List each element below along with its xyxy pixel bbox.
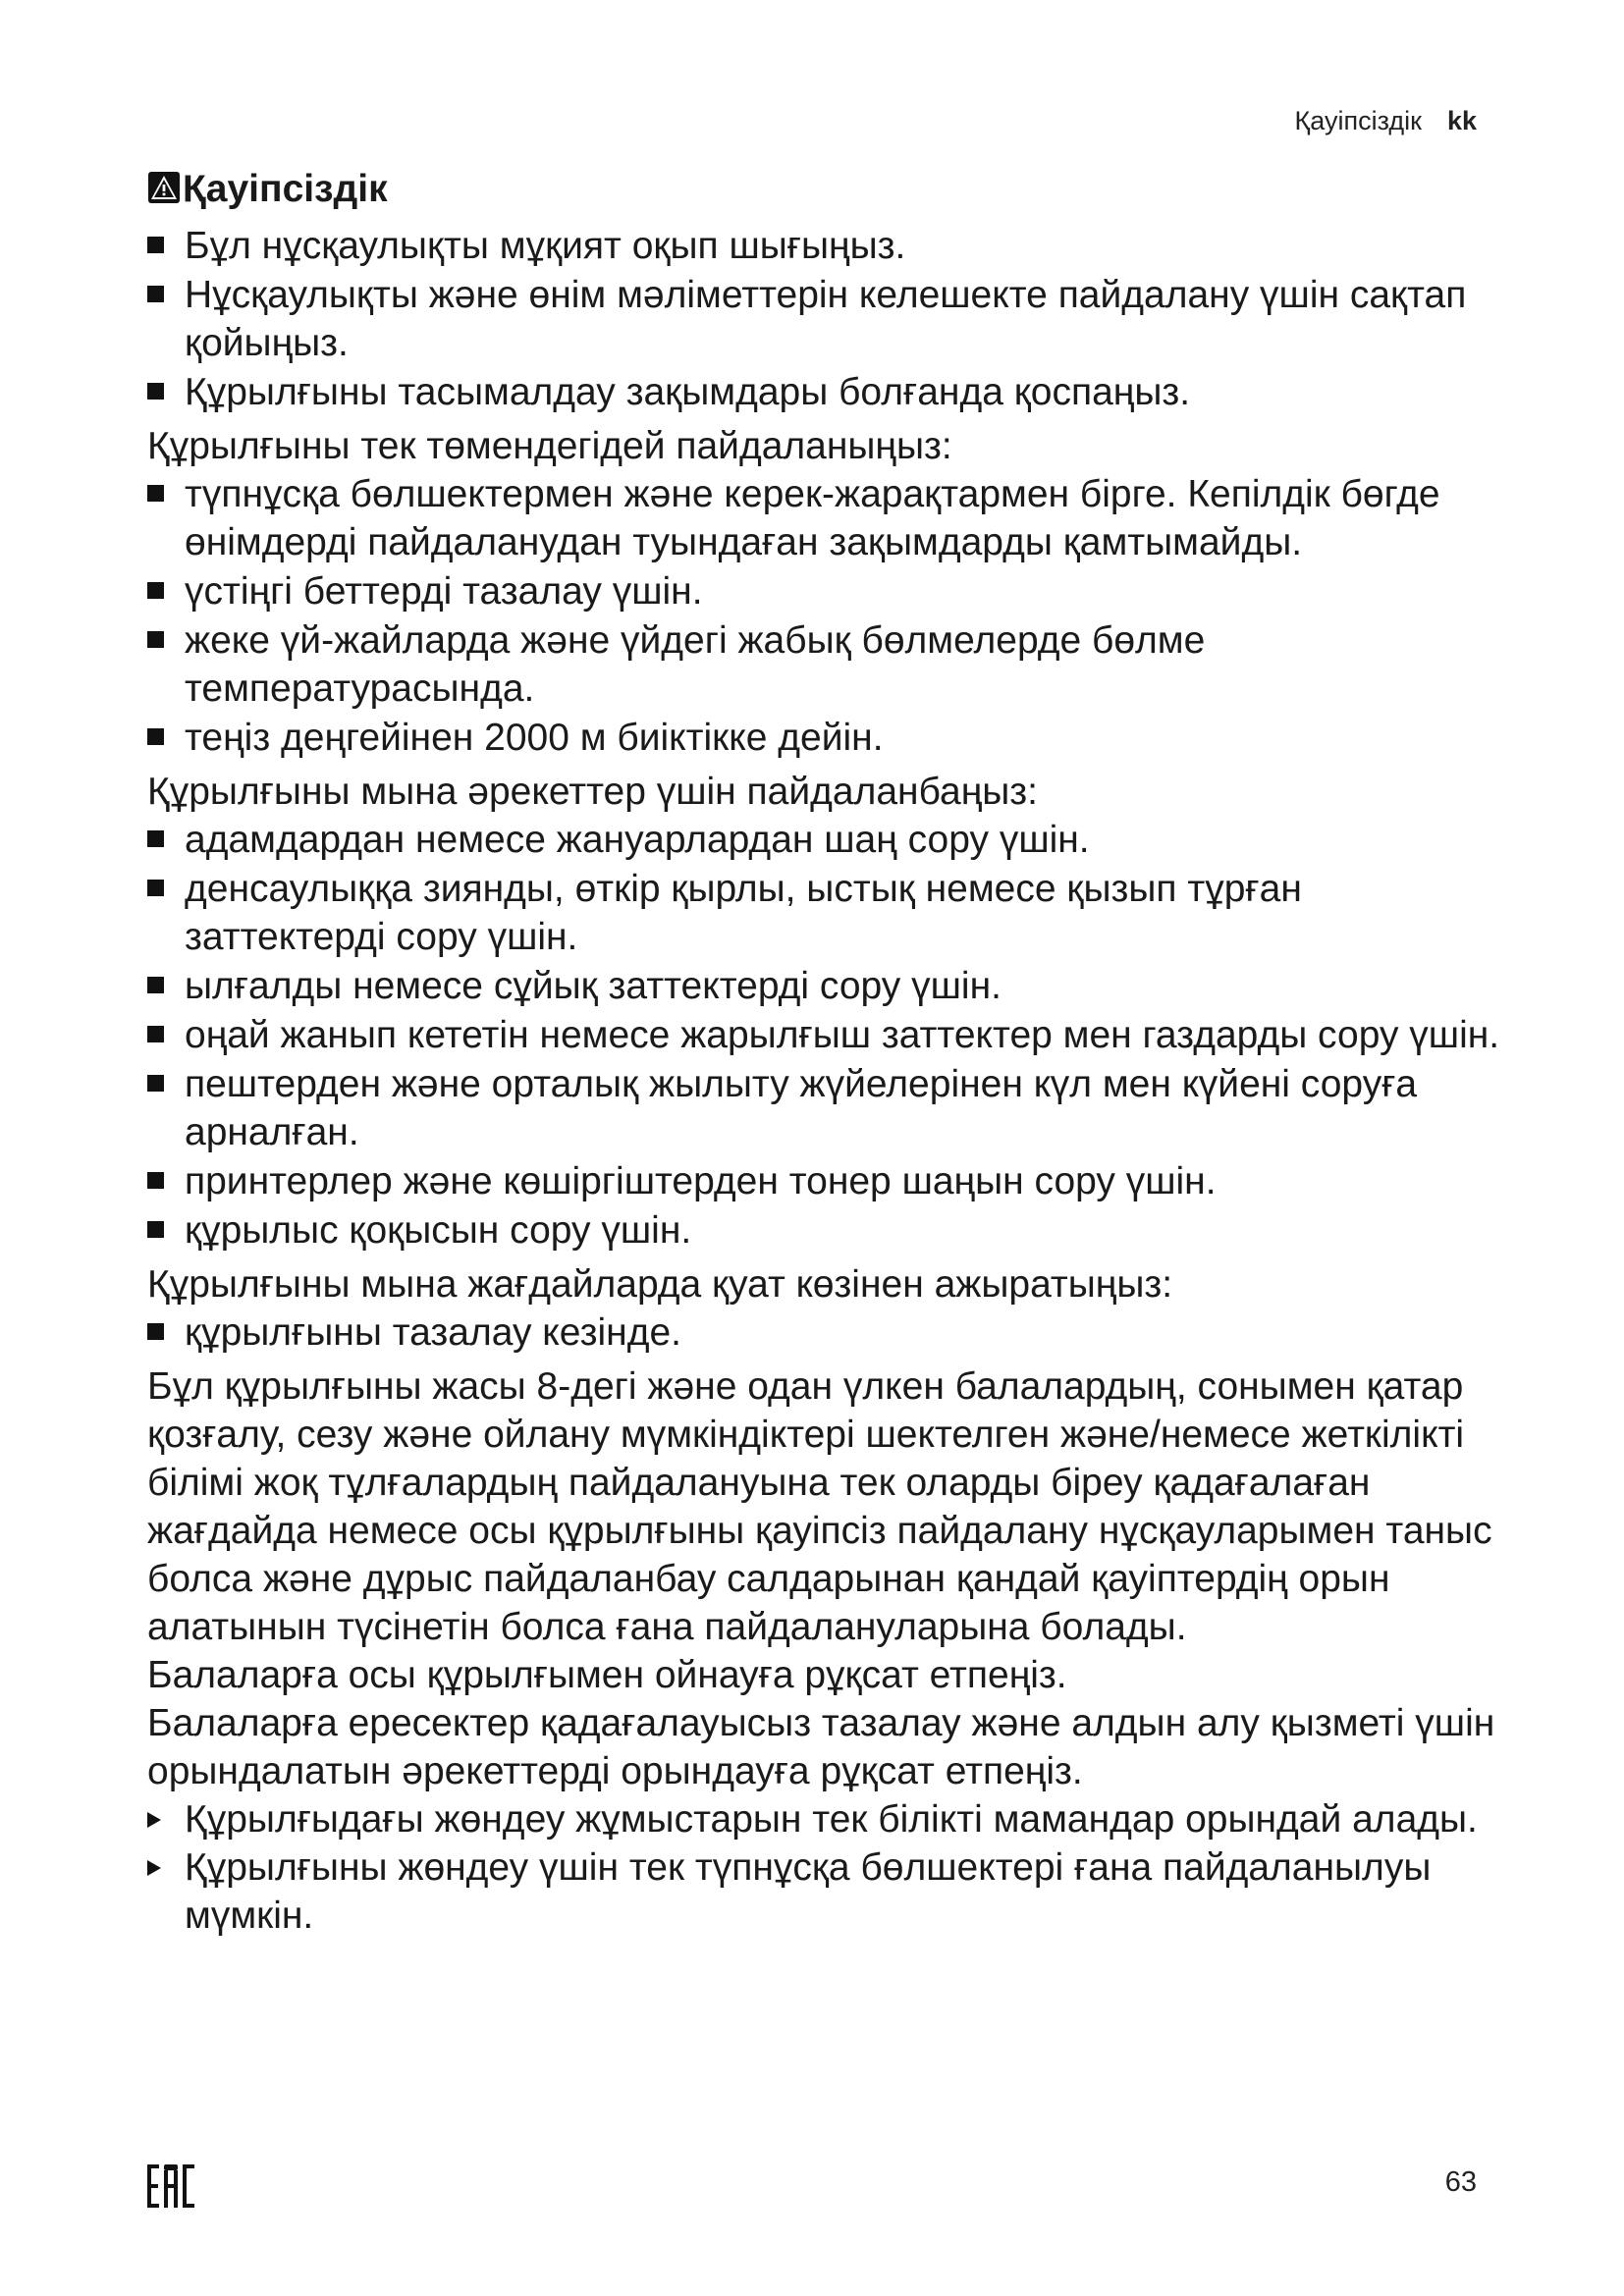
list-item — [147, 1843, 1502, 1940]
list-item-text: Нұсқаулықты және өнім мәліметтерін келешекте пайдалану үшін сақтап қойыңыз. — [185, 274, 1467, 364]
square-bullet-icon — [147, 485, 164, 502]
eac-logo-icon — [147, 2164, 194, 2208]
list-item — [147, 1157, 1502, 1205]
square-bullet-icon — [147, 237, 164, 253]
square-bullet-icon — [147, 830, 164, 847]
running-header — [1295, 106, 1477, 136]
list-item — [147, 962, 1502, 1010]
list-item — [147, 470, 1502, 566]
square-bullet-icon — [147, 383, 164, 400]
list-item-text: құрылыс қоқысын сору үшін. — [185, 1209, 692, 1252]
main-content — [147, 165, 1502, 1940]
eac-mark — [147, 2164, 194, 2213]
section-title-text: Қауіпсіздік — [183, 168, 388, 210]
square-bullet-icon — [147, 880, 164, 896]
list-item-text: құрылғыны тазалау кезінде. — [185, 1311, 681, 1354]
list-item — [147, 1206, 1502, 1255]
square-bullet-icon — [147, 728, 164, 745]
list-item — [147, 368, 1502, 416]
page-number: 63 — [1444, 2166, 1477, 2198]
list-item-text: пештерден және орталық жылыту жүйелерінен күл мен күйені соруға арналған. — [185, 1063, 1418, 1153]
running-header-section: Қауіпсіздік — [1294, 106, 1422, 135]
list-item — [147, 816, 1502, 864]
no-cleaning-paragraph: Балаларға ересектер қадағалауысыз тазалау және алдын алу қызметі үшін орындалатын әрекеттерді орындауға рұқсат етпеңіз. — [147, 1702, 1495, 1792]
list-item — [147, 1795, 1502, 1843]
list-item — [147, 865, 1502, 961]
do-not-use-heading: Құрылғыны мына әрекеттер үшін пайдаланбаңыз: — [147, 771, 1038, 813]
language-code: kk — [1446, 106, 1477, 135]
list-item-text: Құрылғыны жөндеу үшін тек түпнұсқа бөлшектері ғана пайдаланылуы мүмкін. — [185, 1846, 1432, 1937]
list-item — [147, 1308, 1502, 1357]
square-bullet-icon — [147, 1172, 164, 1189]
list-item-text: жеке үй-жайларда және үйдегі жабық бөлмелерде бөлме температурасында. — [185, 619, 1206, 710]
square-bullet-icon — [147, 1026, 164, 1042]
square-bullet-icon — [147, 286, 164, 302]
disconnect-heading: Құрылғыны мына жағдайларда қуат көзінен ажыратыңыз: — [147, 1263, 1173, 1306]
intro-list — [147, 222, 1502, 416]
list-item-text: Құрылғыдағы жөндеу жұмыстарын тек білікті мамандар орындай алады. — [185, 1798, 1478, 1841]
square-bullet-icon — [147, 977, 164, 993]
list-item — [147, 616, 1502, 713]
section-title — [147, 165, 1502, 214]
no-play-paragraph: Балаларға осы құрылғымен ойнауға рұқсат етпеңіз. — [147, 1654, 1067, 1696]
list-item-text: денсаулыққа зиянды, өткір қырлы, ыстық немесе қызып тұрған заттектерді сору үшін. — [185, 868, 1302, 958]
square-bullet-icon — [147, 1221, 164, 1238]
triangle-bullet-icon — [147, 1812, 161, 1828]
list-item-text: принтерлер және көшіргіштерден тонер шаңын сору үшін. — [185, 1160, 1217, 1202]
do-not-use-list — [147, 816, 1502, 1255]
disconnect-list — [147, 1308, 1502, 1357]
list-item-text: адамдардан немесе жануарлардан шаң сору үшін. — [185, 819, 1090, 861]
list-item — [147, 567, 1502, 615]
list-item-text: оңай жанып кететін немесе жарылғыш заттектер мен газдарды сору үшін. — [185, 1014, 1500, 1056]
list-item-text: түпнұсқа бөлшектермен және керек-жарақтармен бірге. Кепілдік бөгде өнімдерді пайдаланудан туындаған зақымдарды қамтымайды. — [185, 473, 1440, 563]
list-item-text: Бұл нұсқаулықты мұқият оқып шығыңыз. — [185, 225, 906, 267]
use-only-heading: Құрылғыны тек төмендегідей пайдаланыңыз: — [147, 425, 952, 467]
children-paragraph: Бұл құрылғыны жасы 8-дегі және одан үлкен балалардың, сонымен қатар қозғалу, сезу және ойлану мүмкіндіктері шектелген және/немесе жеткілікті білімі жоқ тұлғалардың пайдалануына тек оларды біреу қадағалаған жағдайда немесе осы құрылғыны қауіпсіз пайдалану нұсқауларымен таныс болса және дұрыс пайдаланбау салдарынан қандай қауіптердің орын алатынын түсінетін болса ғана пайдалануларына болады. — [147, 1365, 1492, 1648]
list-item — [147, 1060, 1502, 1156]
square-bullet-icon — [147, 1323, 164, 1340]
list-item — [147, 1011, 1502, 1059]
repair-list — [147, 1795, 1502, 1940]
use-only-list — [147, 470, 1502, 762]
triangle-bullet-icon — [147, 1860, 161, 1876]
list-item — [147, 714, 1502, 762]
list-item — [147, 222, 1502, 270]
square-bullet-icon — [147, 1075, 164, 1092]
list-item-text: Құрылғыны тасымалдау зақымдары болғанда қоспаңыз. — [185, 371, 1191, 413]
warning-icon — [147, 171, 181, 204]
list-item — [147, 271, 1502, 367]
square-bullet-icon — [147, 582, 164, 599]
list-item-text: теңіз деңгейінен 2000 м биіктікке дейін. — [185, 717, 884, 759]
square-bullet-icon — [147, 631, 164, 648]
list-item-text: ылғалды немесе сұйық заттектерді сору үшін. — [185, 965, 1001, 1007]
list-item-text: үстіңгі беттерді тазалау үшін. — [185, 570, 703, 613]
